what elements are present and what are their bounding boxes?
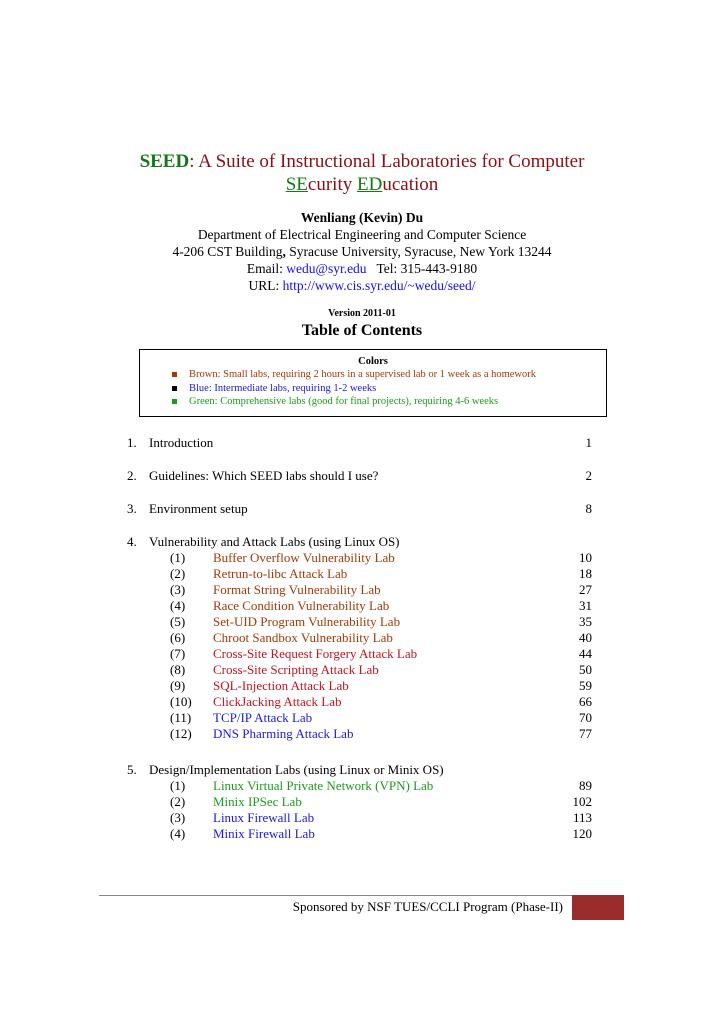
address-comma: , <box>282 244 286 259</box>
toc-entry-design-labs <box>0 762 724 778</box>
bullet-square-icon <box>172 399 177 404</box>
toc-page-number: 113 <box>572 810 592 825</box>
toc-lab-entry[interactable] <box>0 646 724 662</box>
toc-entry-environment-setup[interactable] <box>0 501 724 517</box>
url-link[interactable]: http://www.cis.syr.edu/~wedu/seed/ <box>282 278 476 293</box>
title-seed: SEED <box>139 151 190 172</box>
address-part-c: Syracuse University, Syracuse, New York 13244 <box>285 244 552 259</box>
toc-page-number: 40 <box>579 630 592 645</box>
lab-title: Linux Virtual Private Network (VPN) Lab <box>213 778 434 793</box>
lab-title: Cross-Site Request Forgery Attack Lab <box>213 646 418 661</box>
toc-page-number: 35 <box>579 614 592 629</box>
author-department: Department of Electrical Engineering and Computer Science <box>197 227 527 242</box>
lab-title: DNS Pharming Attack Lab <box>213 726 354 741</box>
legend-item-green <box>172 395 606 409</box>
toc-page-number: 89 <box>579 778 592 793</box>
color-legend-heading: Colors <box>358 356 388 367</box>
author-tel: Tel: 315-443-9180 <box>366 261 478 276</box>
color-legend-list <box>140 368 606 409</box>
toc-number: 2. <box>127 468 137 483</box>
toc-number: 4. <box>127 534 137 549</box>
lab-title: Retrun-to-libc Attack Lab <box>213 566 348 581</box>
footer-divider <box>99 895 573 896</box>
toc-page-number: 120 <box>572 826 592 841</box>
toc-page-number: 70 <box>579 710 592 725</box>
lab-index: (8) <box>170 662 186 677</box>
toc-number: 5. <box>127 762 137 777</box>
toc-lab-entry[interactable] <box>0 694 724 710</box>
toc-section-title: Guidelines: Which SEED labs should I use? <box>149 468 379 483</box>
toc-section-title: Vulnerability and Attack Labs (using Linux OS) <box>149 534 400 549</box>
toc-page-number: 18 <box>579 566 592 581</box>
toc-page-number: 50 <box>579 662 592 677</box>
title-line1-rest: : A Suite of Instructional Laboratories for Computer <box>189 151 585 172</box>
footer-sponsor-text: Sponsored by NSF TUES/CCLI Program (Phase-II) <box>292 899 563 914</box>
lab-title: TCP/IP Attack Lab <box>213 710 313 725</box>
author-contact <box>0 260 724 277</box>
legend-text: Brown: Small labs, requiring 2 hours in a supervised lab or 1 week as a homework <box>189 369 537 380</box>
lab-title: Minix IPSec Lab <box>213 794 302 809</box>
lab-title: Set-UID Program Vulnerability Lab <box>213 614 401 629</box>
lab-title: Cross-Site Scripting Attack Lab <box>213 662 379 677</box>
lab-index: (3) <box>170 582 186 597</box>
legend-text: Blue: Intermediate labs, requiring 1-2 weeks <box>189 382 377 394</box>
toc-section-title: Environment setup <box>149 501 248 516</box>
toc-page-number: 59 <box>579 678 592 693</box>
lab-index: (2) <box>170 566 186 581</box>
lab-index: (7) <box>170 646 186 661</box>
toc-lab-entry[interactable] <box>0 662 724 678</box>
toc-page-number: 77 <box>579 726 592 741</box>
lab-index: (5) <box>170 614 186 629</box>
toc-page-number: 102 <box>572 794 592 809</box>
bullet-square-icon <box>172 372 177 377</box>
toc-entry-guidelines[interactable] <box>0 468 724 484</box>
lab-index: (4) <box>170 826 186 841</box>
lab-index: (6) <box>170 630 186 645</box>
toc-number: 3. <box>127 501 137 516</box>
toc-lab-entry[interactable] <box>0 678 724 694</box>
toc-section-title: Introduction <box>149 435 214 450</box>
document-title <box>0 150 724 196</box>
lab-index: (2) <box>170 794 186 809</box>
email-link[interactable]: wedu@syr.edu <box>286 261 367 276</box>
toc-page-number: 10 <box>579 550 592 565</box>
author-name: Wenliang (Kevin) Du <box>300 210 424 225</box>
legend-item-brown <box>172 368 606 382</box>
title-se: SE <box>285 174 308 195</box>
toc-number: 1. <box>127 435 137 450</box>
toc-page-number: 31 <box>579 598 592 613</box>
lab-title: Minix Firewall Lab <box>213 826 315 841</box>
toc-entry-vulnerability-labs <box>0 534 724 550</box>
toc-page-number: 8 <box>585 501 592 516</box>
toc-lab-entry[interactable] <box>0 630 724 646</box>
lab-title: Chroot Sandbox Vulnerability Lab <box>213 630 393 645</box>
toc-lab-entry[interactable] <box>0 582 724 598</box>
toc-page-number: 1 <box>585 435 592 450</box>
lab-index: (9) <box>170 678 186 693</box>
toc-lab-entry[interactable] <box>0 794 724 810</box>
footer-color-block <box>572 895 624 920</box>
author-block <box>0 209 724 294</box>
toc-page-number: 2 <box>585 468 592 483</box>
toc-lab-entry[interactable] <box>0 778 724 794</box>
title-ucation: ucation <box>382 174 439 195</box>
toc-entry-introduction[interactable] <box>0 435 724 451</box>
toc-lab-entry[interactable] <box>0 566 724 582</box>
lab-index: (1) <box>170 778 186 793</box>
toc-page-number: 27 <box>579 582 592 597</box>
email-label: Email: <box>246 261 287 276</box>
lab-index: (12) <box>170 726 192 741</box>
lab-title: SQL-Injection Attack Lab <box>213 678 349 693</box>
lab-index: (10) <box>170 694 192 709</box>
title-ed: ED <box>357 174 383 195</box>
lab-index: (11) <box>170 710 192 725</box>
toc-page-number: 44 <box>579 646 592 661</box>
legend-item-blue <box>172 382 606 396</box>
toc-page-number: 66 <box>579 694 592 709</box>
toc-lab-entry[interactable] <box>0 710 724 726</box>
address-part-a: 4-206 CST Building <box>172 244 283 259</box>
title-line-2 <box>0 173 724 196</box>
lab-title: Buffer Overflow Vulnerability Lab <box>213 550 395 565</box>
toc-section-title: Design/Implementation Labs (using Linux or Minix OS) <box>149 762 444 777</box>
lab-title: Format String Vulnerability Lab <box>213 582 381 597</box>
toc-lab-entry[interactable] <box>0 598 724 614</box>
lab-title: Linux Firewall Lab <box>213 810 315 825</box>
lab-index: (4) <box>170 598 186 613</box>
lab-title: Race Condition Vulnerability Lab <box>213 598 390 613</box>
toc-lab-entry[interactable] <box>0 614 724 630</box>
toc-title: Table of Contents <box>301 322 423 339</box>
version-label: Version 2011-01 <box>328 308 396 319</box>
toc-lab-entry[interactable] <box>0 826 724 842</box>
toc-lab-entry[interactable] <box>0 726 724 742</box>
toc-lab-entry[interactable] <box>0 550 724 566</box>
author-address <box>0 243 724 260</box>
author-url-line <box>0 277 724 294</box>
toc-lab-entry[interactable] <box>0 810 724 826</box>
title-curity: curity <box>307 174 357 195</box>
bullet-square-icon <box>172 386 177 391</box>
lab-title: ClickJacking Attack Lab <box>213 694 342 709</box>
lab-index: (1) <box>170 550 186 565</box>
lab-index: (3) <box>170 810 186 825</box>
color-legend-box <box>139 349 607 417</box>
legend-text: Green: Comprehensive labs (good for final projects), requiring 4-6 weeks <box>189 396 499 407</box>
url-label: URL: <box>248 278 283 293</box>
title-line-1 <box>0 150 724 173</box>
